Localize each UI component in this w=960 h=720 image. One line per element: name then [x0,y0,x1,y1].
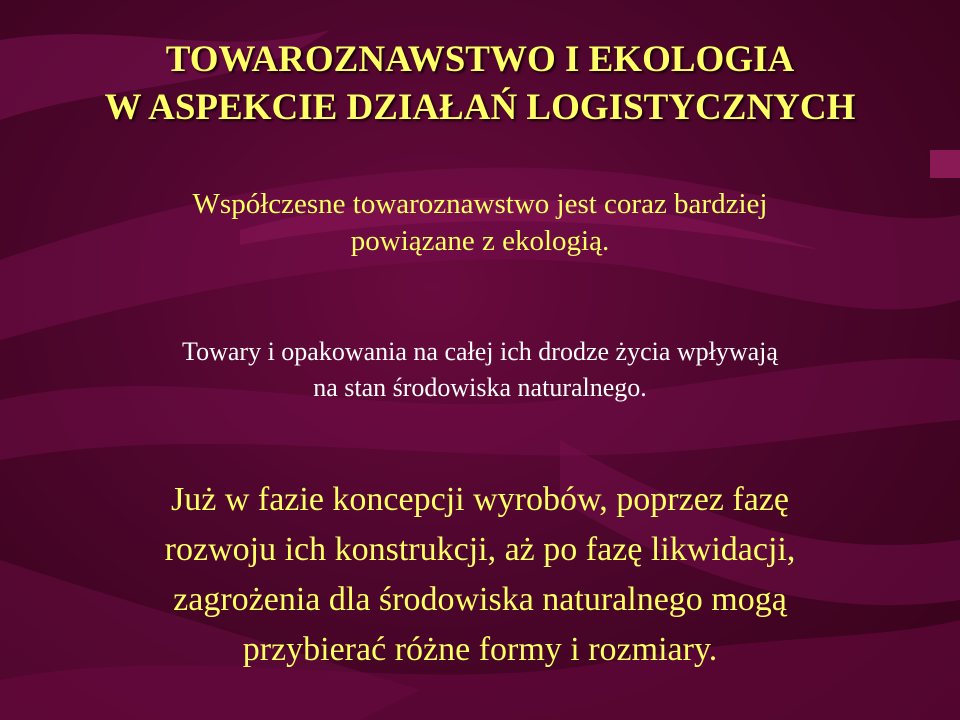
paragraph-2 [0,334,960,406]
title-line-2: W ASPEKCIE DZIAŁAŃ LOGISTYCZNYCH [104,87,856,128]
paragraph-1-line-2: powiązane z ekologią. [350,225,610,257]
paragraph-2-line-2: na stan środowiska naturalnego. [313,373,647,402]
paragraph-3-line-2: rozwoju ich konstrukcji, aż po fazę likwidacji, [164,531,796,568]
paragraph-1 [0,186,960,260]
paragraph-2-line-1: Towary i opakowania na całej ich drodze życia wpływają [182,337,778,366]
paragraph-3 [0,475,960,675]
paragraph-3-line-3: zagrożenia dla środowiska naturalnego mogą [173,581,787,618]
paragraph-1-line-1: Współczesne towaroznawstwo jest coraz bardziej [192,188,768,220]
paragraph-3-line-1: Już w fazie koncepcji wyrobów, poprzez fazę [171,481,789,518]
title-line-1: TOWAROZNAWSTWO I EKOLOGIA [165,39,795,80]
paragraph-3-line-4: przybierać różne formy i rozmiary. [242,631,718,668]
